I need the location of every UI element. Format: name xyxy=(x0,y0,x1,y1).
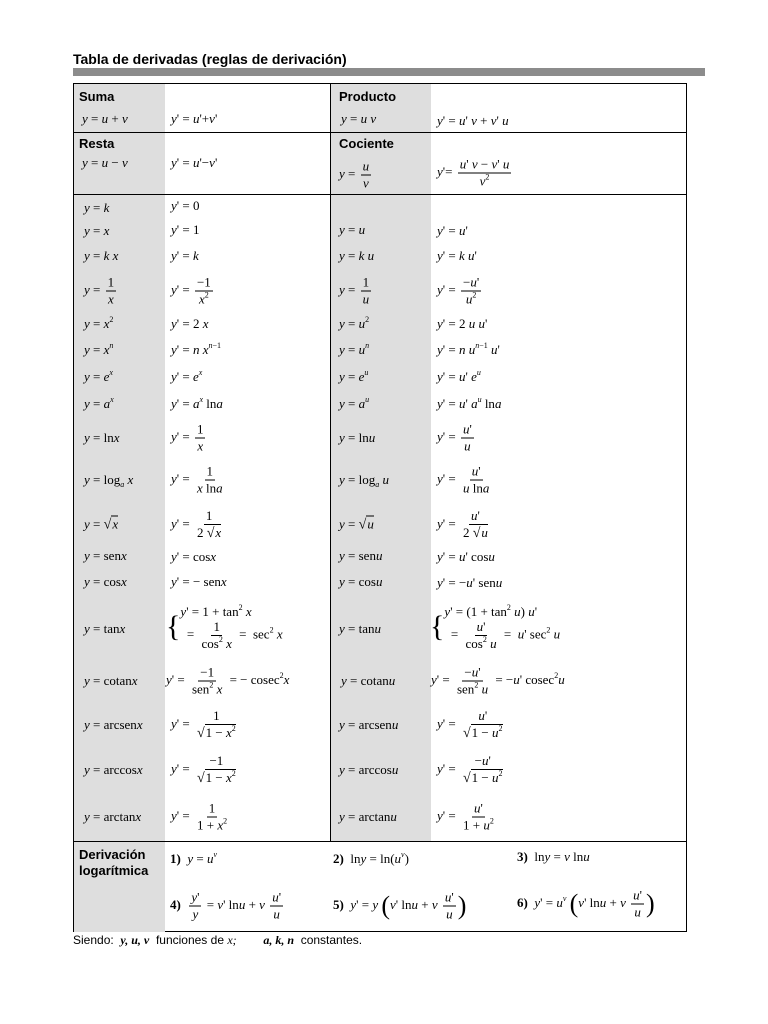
formula-lnu-func: y = lnu xyxy=(339,430,376,445)
formula-lnx-deriv: y' = $\frac{1}{x}$ xyxy=(171,421,204,454)
formula-inv-u-deriv: y' = $\frac{-u'}{u^2}$ xyxy=(437,274,480,307)
formula-suma-deriv: y' = u'+v' xyxy=(171,111,218,126)
formula-arctanx-deriv: y' = $\frac{1}{1 + x^2}$ xyxy=(171,800,228,833)
formula-u2-func: $y = u^2$ xyxy=(339,315,370,331)
formula-resta-func: y = u − v xyxy=(82,155,128,170)
formula-cotanx-func: y = cotanx xyxy=(84,673,138,688)
formula-kx-deriv: y' = k xyxy=(171,248,199,263)
formula-kx-func: y = k x xyxy=(84,248,119,263)
formula-un-func: $y = u^n$ xyxy=(339,341,370,357)
formula-x-func: y = x xyxy=(84,223,110,238)
formula-xn-func: $y = x^n$ xyxy=(84,341,114,357)
formula-arcsenx-func: y = arcsenx xyxy=(84,717,143,732)
formula-tanx-func: y = tanx xyxy=(84,621,126,636)
footer-consts: a, k, n xyxy=(263,933,295,947)
formula-arctanx-func: y = arctanx xyxy=(84,809,142,824)
formula-ax-func: $y = a^x$ xyxy=(84,395,114,411)
formula-eu-func: $y = e^u$ xyxy=(339,368,369,384)
row-divider-3 xyxy=(74,841,686,842)
formula-cosx-deriv: y' = − senx xyxy=(171,574,227,589)
formula-cociente-deriv: y'= $\frac{u' v - v' u}{v^2}$ xyxy=(437,156,510,189)
formula-logau-deriv: y' = $\frac{u'}{\text{u lna}}$ xyxy=(437,463,490,496)
formula-u-deriv: y' = u' xyxy=(437,223,468,238)
formula-u2-deriv: y' = 2 u u' xyxy=(437,316,488,331)
formula-tanu-func: y = tanu xyxy=(339,621,381,636)
page-title: Tabla de derivadas (reglas de derivación) xyxy=(73,51,347,67)
logderiv-3-label: 3) xyxy=(517,849,528,864)
formula-arcsenx-deriv: y' = $\frac{1}{√1 - x^2}$ xyxy=(171,708,236,741)
header-derivacion-2: logarítmica xyxy=(79,863,149,878)
logderiv-6-label: 6) xyxy=(517,894,528,910)
formula-inv-u-func: y = $\frac{1}{u}$ xyxy=(339,274,370,307)
formula-ax-deriv: $y' = a^x$ lna xyxy=(171,395,223,411)
formula-senu-deriv: y' = u' cosu xyxy=(437,549,495,564)
row-divider-1 xyxy=(74,132,686,133)
formula-arccosx-func: y = arccosx xyxy=(84,762,143,777)
derivatives-table xyxy=(73,83,687,932)
formula-cosu-func: y = cosu xyxy=(339,574,383,589)
formula-x2-deriv: y' = 2 x xyxy=(171,316,209,331)
header-resta: Resta xyxy=(79,136,115,151)
formula-cosu-deriv: y' = −u' senu xyxy=(437,575,503,590)
formula-suma-func: y = u + v xyxy=(82,111,128,126)
footer-mid: funciones de xyxy=(155,933,224,947)
footer-prefix: Siendo: xyxy=(73,933,114,947)
formula-senu-func: y = senu xyxy=(339,548,383,563)
formula-sqrtx-func: y = √x xyxy=(84,516,119,533)
formula-arctanu-deriv: y' = $\frac{u'}{1 + u^2}$ xyxy=(437,800,494,833)
formula-arccosu-func: y = arccosu xyxy=(339,762,399,777)
logderiv-2: 2) $\ln y = \ln(u^v)$ xyxy=(333,850,409,866)
formula-sqrtu-func: y = √u xyxy=(339,516,374,533)
formula-producto-deriv: y' = u' v + v' u xyxy=(437,113,509,128)
formula-ex-func: $y = e^x$ xyxy=(84,368,113,384)
row-divider-2 xyxy=(74,194,686,195)
formula-cotanu-deriv: y' = $\frac{-u'}{sen^2 u}$ = −u' cosec$^2$u xyxy=(431,664,565,697)
formula-const-deriv: y' = 0 xyxy=(171,198,200,213)
formula-tanx-deriv: { $y' = 1 + \tan^2 x$ = $\frac{1}{\cos^2 x}$ = $\sec^2 x$ xyxy=(166,603,283,651)
formula-un-deriv: y' = n $u^{n-1}$ u' xyxy=(437,341,500,357)
formula-cociente-func: y = $\frac{u}{v}$ xyxy=(339,158,370,191)
formula-arccosu-deriv: y' = $\frac{-u'}{√1 - u^2}$ xyxy=(437,753,503,786)
formula-sqrtu-deriv: y' = $\frac{u'}{2 √u}$ xyxy=(437,508,488,541)
formula-senx-func: y = senx xyxy=(84,548,127,563)
logderiv-1-label: 1) xyxy=(170,851,181,866)
header-cociente: Cociente xyxy=(339,136,394,151)
formula-x2-func: $y = x^2$ xyxy=(84,315,114,331)
formula-sqrtx-deriv: y' = $\frac{1}{2 √x}$ xyxy=(171,508,222,541)
formula-u-func: y = u xyxy=(339,222,366,237)
formula-ex-deriv: $y' = e^x$ xyxy=(171,368,203,384)
formula-senx-deriv: y' = cosx xyxy=(171,549,217,564)
column-divider xyxy=(330,84,331,841)
logderiv-4: 4) $\frac{y'}{y}$ = v' lnu + v $\frac{u'}{u}$ xyxy=(170,889,282,922)
formula-cotanx-deriv: y' = $\frac{-1}{sen^2 x}$ = − cosec$^2$x xyxy=(166,664,290,697)
formula-producto-func: y = u v xyxy=(341,111,377,126)
formula-arcsenu-deriv: y' = $\frac{u'}{√1 - u^2}$ xyxy=(437,708,503,741)
logderiv-4-label: 4) xyxy=(170,896,181,912)
logderiv-1: 1) $y = u^v$ xyxy=(170,850,218,866)
footer-vars: y, u, v xyxy=(120,933,150,947)
title-underline-bar xyxy=(73,68,705,76)
formula-eu-deriv: y' = u' $e^u$ xyxy=(437,368,481,384)
header-derivacion-1: Derivación xyxy=(79,847,146,862)
formula-x-deriv: y' = 1 xyxy=(171,222,200,237)
formula-arctanu-func: y = arctanu xyxy=(339,809,397,824)
formula-logax-func: $y = \log_a x$ xyxy=(84,472,134,489)
logderiv-5: 5) y' = y (v' lnu + v $\frac{u'}{u}$ ) xyxy=(333,889,467,922)
formula-logax-deriv: y' = $\frac{1}{\text{x lna}}$ xyxy=(171,463,223,496)
formula-logau-func: $y = \log_a u$ xyxy=(339,472,389,489)
logderiv-6: 6) $y' = u^v$ (v' lnu + v $\frac{u'}{u}$ ) xyxy=(517,887,655,920)
logderiv-5-label: 5) xyxy=(333,896,344,912)
formula-xn-deriv: y' = n $x^{n-1}$ xyxy=(171,341,222,357)
logderiv-2-label: 2) xyxy=(333,851,344,866)
formula-inv-x-func: y = $\frac{1}{x}$ xyxy=(84,274,115,307)
formula-ku-func: y = k u xyxy=(339,248,375,263)
formula-cosx-func: y = cosx xyxy=(84,574,127,589)
formula-tanu-deriv: { $y' = (1 + \tan^2 u)$ u' = $\frac{u'}{\cos^2 u}$ = u' $\sec^2 u$ xyxy=(430,603,561,651)
formula-arcsenu-func: y = arcsenu xyxy=(339,717,399,732)
formula-resta-deriv: y' = u'−v' xyxy=(171,155,218,170)
formula-inv-x-deriv: y' = $\frac{-1}{x^2}$ xyxy=(171,274,211,307)
logderiv-3: 3) lny = v lnu xyxy=(517,849,590,864)
header-producto: Producto xyxy=(339,89,397,104)
formula-au-deriv: y' = u' $a^u$ lna xyxy=(437,395,502,411)
formula-lnu-deriv: y' = $\frac{u'}{u}$ xyxy=(437,421,472,454)
formula-cotanu-func: y = cotanu xyxy=(341,673,396,688)
formula-lnx-func: y = lnx xyxy=(84,430,120,445)
formula-arccosx-deriv: y' = $\frac{-1}{√1 - x^2}$ xyxy=(171,753,236,786)
footer-suffix: constantes. xyxy=(300,933,363,947)
footer-x: x; xyxy=(227,933,237,947)
formula-ku-deriv: y' = k u' xyxy=(437,248,477,263)
footer-note xyxy=(73,933,362,948)
formula-const-func: y = k xyxy=(84,200,110,215)
header-suma: Suma xyxy=(79,89,115,104)
formula-au-func: $y = a^u$ xyxy=(339,395,370,411)
